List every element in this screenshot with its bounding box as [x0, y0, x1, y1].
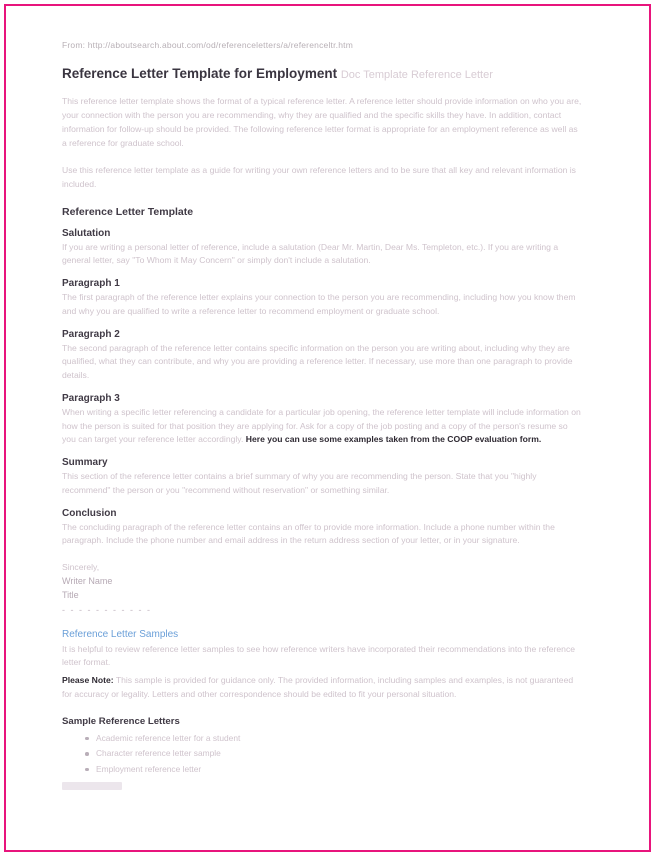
section-body-paragraph-3-emphasis: Here you can use some examples taken from the COOP evaluation form. [245, 434, 542, 445]
section-heading-paragraph-3: Paragraph 3 [62, 392, 120, 404]
closing-line: Sincerely, [62, 562, 100, 573]
samples-intro-text: It is helpful to review reference letter samples to see how reference writers have incorporated their recommendations into the reference letter format. [62, 643, 576, 668]
section-body-paragraph-2: The second paragraph of the reference letter contains specific information on the person you are writing about, including why they are qualified, what they can contribute, and why you are providing a reference letter. If necessary, use more than one paragraph to provide details. [62, 342, 573, 381]
please-note-body: This sample is provided for guidance only. The provided information, including samples and examples, is not guaranteed for accuracy or legality. Letters and other correspondence should be edited to fit your personal situation. [62, 675, 574, 699]
source-url-line: From: http://aboutsearch.about.com/od/referenceletters/a/referenceltr.htm [62, 40, 353, 50]
please-note-label: Please Note: [62, 675, 114, 686]
please-note-text [62, 674, 582, 702]
section-body-paragraph-3-prefix: When writing a specific letter referencing a candidate for a particular job opening, the reference letter template will include information on how the person is suited for that position they are applying for. Ask for a copy of the job posting and a copy of the person's resume so you can target your reference letter accordingly. [62, 406, 581, 445]
section-heading-paragraph-2: Paragraph 2 [62, 328, 120, 340]
section-body-summary: This section of the reference letter contains a brief summary of why you are recommending the person. State that you "highly recommend" the person or you "recommend without reservation" or something similar. [62, 471, 537, 495]
divider-dashes: - - - - - - - - - - - [62, 604, 152, 615]
signature-name: Writer Name [62, 575, 113, 586]
template-heading: Reference Letter Template [62, 205, 194, 218]
intro-paragraph-1: This reference letter template shows the format of a typical reference letter. A reference letter should provide information on who you are, your connection with the person you are recommending, why they are qualified and the specific skills they have. In addition, contact information for follow-up should be provided. The following reference letter format is appropriate for an employment reference as well as a reference for graduate school. [62, 96, 582, 148]
document-sheet [62, 40, 582, 820]
section-body-paragraph-1: The first paragraph of the reference letter explains your connection to the person you are recommending, including how you know them and why you are qualified to write a reference letter to recommend employment or graduate school. [62, 292, 576, 316]
list-item[interactable]: Employment reference letter [96, 762, 582, 778]
section-heading-summary: Summary [62, 457, 108, 469]
footer-smudge [62, 782, 122, 790]
page-title [62, 66, 582, 81]
section-body-paragraph-3 [62, 406, 582, 447]
page-title-faint-text: Doc Template Reference Letter [340, 69, 493, 81]
section-body-salutation: If you are writing a personal letter of reference, include a salutation (Dear Mr. Martin, Dear Ms. Templeton, etc.). If you are writing a general letter, say "To Whom it May Concern" or simply don't include a salutation. [62, 241, 559, 266]
section-body-conclusion: The concluding paragraph of the reference letter contains an offer to provide more information. Include a phone number within the paragraph. Include the phone number and email address in the return address section of your letter, or in your signature. [62, 521, 555, 546]
signature-title: Title [62, 589, 79, 600]
sample-list-heading: Sample Reference Letters [62, 715, 180, 727]
section-heading-salutation: Salutation [62, 227, 111, 239]
page-title-text: Reference Letter Template for Employment [62, 66, 338, 81]
section-heading-paragraph-1: Paragraph 1 [62, 278, 120, 290]
reference-letter-samples-link[interactable]: Reference Letter Samples [62, 628, 179, 640]
section-heading-conclusion: Conclusion [62, 507, 117, 519]
sample-reference-letters-list [62, 731, 582, 778]
list-item[interactable]: Character reference letter sample [96, 746, 582, 762]
list-item[interactable]: Academic reference letter for a student [96, 731, 582, 747]
intro-paragraph-2: Use this reference letter template as a guide for writing your own reference letters and to be sure that all key and relevant information is included. [62, 164, 576, 189]
